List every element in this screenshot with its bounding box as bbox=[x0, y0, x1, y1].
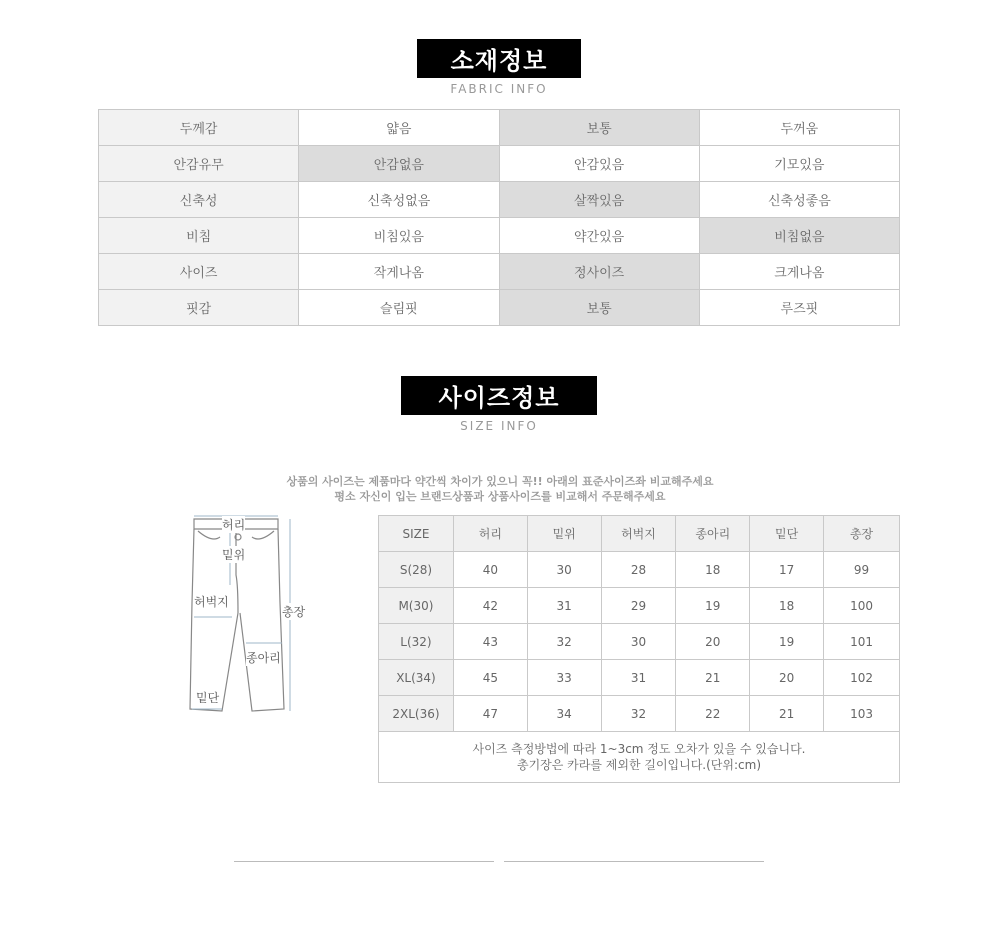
size-info-table bbox=[378, 515, 900, 783]
size-cell: 21 bbox=[750, 696, 824, 732]
size-cell: 28 bbox=[601, 552, 676, 588]
size-table-row bbox=[379, 696, 900, 732]
fabric-info-title: 소재정보 bbox=[417, 39, 581, 78]
size-row-label: L(32) bbox=[379, 624, 454, 660]
size-cell: 29 bbox=[601, 588, 676, 624]
size-cell: 22 bbox=[676, 696, 750, 732]
size-cell: 30 bbox=[527, 552, 601, 588]
size-cell: 20 bbox=[750, 660, 824, 696]
fabric-row-label: 두께감 bbox=[99, 110, 299, 146]
size-notice bbox=[250, 474, 750, 504]
size-cell: 21 bbox=[676, 660, 750, 696]
fabric-row-label: 사이즈 bbox=[99, 254, 299, 290]
size-column-header: SIZE bbox=[379, 516, 454, 552]
size-cell: 18 bbox=[676, 552, 750, 588]
fabric-option-selected: 정사이즈 bbox=[499, 254, 699, 290]
fabric-option: 신축성없음 bbox=[299, 182, 499, 218]
size-column-header: 종아리 bbox=[676, 516, 750, 552]
size-table-row bbox=[379, 660, 900, 696]
size-cell: 19 bbox=[676, 588, 750, 624]
size-cell: 19 bbox=[750, 624, 824, 660]
diagram-label-hem: 밑단 bbox=[196, 691, 220, 705]
size-notice-line-1: 상품의 사이즈는 제품마다 약간씩 차이가 있으니 꼭!! 아래의 표준사이즈좌 비교해주세요 bbox=[286, 475, 714, 488]
size-cell: 42 bbox=[453, 588, 527, 624]
size-table-row bbox=[379, 588, 900, 624]
size-note bbox=[379, 732, 900, 783]
fabric-row-label: 신축성 bbox=[99, 182, 299, 218]
size-notice-line-2: 평소 자신이 입는 브랜드상품과 상품사이즈를 비교해서 주문해주세요 bbox=[334, 490, 666, 503]
size-column-header: 밑단 bbox=[750, 516, 824, 552]
size-cell: 43 bbox=[453, 624, 527, 660]
fabric-option-selected: 비침없음 bbox=[699, 218, 899, 254]
bottom-divider-left bbox=[234, 861, 494, 862]
size-column-header: 총장 bbox=[824, 516, 900, 552]
size-cell: 31 bbox=[527, 588, 601, 624]
size-row-label: XL(34) bbox=[379, 660, 454, 696]
fabric-row bbox=[99, 290, 900, 326]
size-note-line-2: 총기장은 카라를 제외한 길이입니다.(단위:cm) bbox=[516, 758, 762, 772]
size-cell: 33 bbox=[527, 660, 601, 696]
bottom-divider-right bbox=[504, 861, 764, 862]
size-cell: 40 bbox=[453, 552, 527, 588]
fabric-row-label: 비침 bbox=[99, 218, 299, 254]
size-cell: 101 bbox=[824, 624, 900, 660]
size-cell: 32 bbox=[527, 624, 601, 660]
fabric-option: 크게나옴 bbox=[699, 254, 899, 290]
size-info-header bbox=[401, 376, 597, 433]
diagram-label-rise: 밑위 bbox=[222, 548, 246, 562]
size-info-title: 사이즈정보 bbox=[401, 376, 597, 415]
size-table-row bbox=[379, 624, 900, 660]
fabric-option: 안감있음 bbox=[499, 146, 699, 182]
size-cell: 102 bbox=[824, 660, 900, 696]
size-cell: 47 bbox=[453, 696, 527, 732]
size-cell: 45 bbox=[453, 660, 527, 696]
fabric-option-selected: 안감없음 bbox=[299, 146, 499, 182]
size-cell: 100 bbox=[824, 588, 900, 624]
size-column-header: 밑위 bbox=[527, 516, 601, 552]
size-column-header: 허리 bbox=[453, 516, 527, 552]
diagram-label-thigh: 허벅지 bbox=[194, 595, 229, 609]
size-cell: 31 bbox=[601, 660, 676, 696]
fabric-info-header bbox=[417, 39, 581, 96]
size-info-subtitle: SIZE INFO bbox=[460, 419, 538, 433]
size-note-line-1: 사이즈 측정방법에 따라 1~3cm 정도 오차가 있을 수 있습니다. bbox=[472, 742, 806, 756]
fabric-info-table bbox=[98, 109, 900, 326]
diagram-label-waist: 허리 bbox=[222, 518, 246, 532]
fabric-option: 신축성좋음 bbox=[699, 182, 899, 218]
size-cell: 34 bbox=[527, 696, 601, 732]
fabric-option-selected: 살짝있음 bbox=[499, 182, 699, 218]
fabric-option: 두꺼움 bbox=[699, 110, 899, 146]
fabric-row bbox=[99, 254, 900, 290]
size-row-label: M(30) bbox=[379, 588, 454, 624]
fabric-option: 루즈핏 bbox=[699, 290, 899, 326]
fabric-row bbox=[99, 182, 900, 218]
fabric-option: 작게나옴 bbox=[299, 254, 499, 290]
size-cell: 20 bbox=[676, 624, 750, 660]
size-cell: 17 bbox=[750, 552, 824, 588]
size-row-label: S(28) bbox=[379, 552, 454, 588]
fabric-row bbox=[99, 110, 900, 146]
fabric-row bbox=[99, 218, 900, 254]
size-column-header: 허벅지 bbox=[601, 516, 676, 552]
size-cell: 30 bbox=[601, 624, 676, 660]
diagram-label-length: 총장 bbox=[282, 605, 306, 619]
fabric-info-subtitle: FABRIC INFO bbox=[450, 82, 548, 96]
size-cell: 18 bbox=[750, 588, 824, 624]
size-note-row bbox=[379, 732, 900, 783]
size-cell: 99 bbox=[824, 552, 900, 588]
fabric-row-label: 핏감 bbox=[99, 290, 299, 326]
fabric-option-selected: 보통 bbox=[499, 110, 699, 146]
size-table-header-row bbox=[379, 516, 900, 552]
fabric-option: 슬림핏 bbox=[299, 290, 499, 326]
size-row-label: 2XL(36) bbox=[379, 696, 454, 732]
size-cell: 32 bbox=[601, 696, 676, 732]
fabric-option-selected: 보통 bbox=[499, 290, 699, 326]
fabric-option: 비침있음 bbox=[299, 218, 499, 254]
diagram-label-calf: 종아리 bbox=[246, 651, 281, 665]
fabric-option: 기모있음 bbox=[699, 146, 899, 182]
size-table-row bbox=[379, 552, 900, 588]
fabric-row bbox=[99, 146, 900, 182]
pants-measurement-diagram bbox=[180, 513, 310, 718]
fabric-option: 약간있음 bbox=[499, 218, 699, 254]
size-cell: 103 bbox=[824, 696, 900, 732]
fabric-row-label: 안감유무 bbox=[99, 146, 299, 182]
fabric-option: 얇음 bbox=[299, 110, 499, 146]
